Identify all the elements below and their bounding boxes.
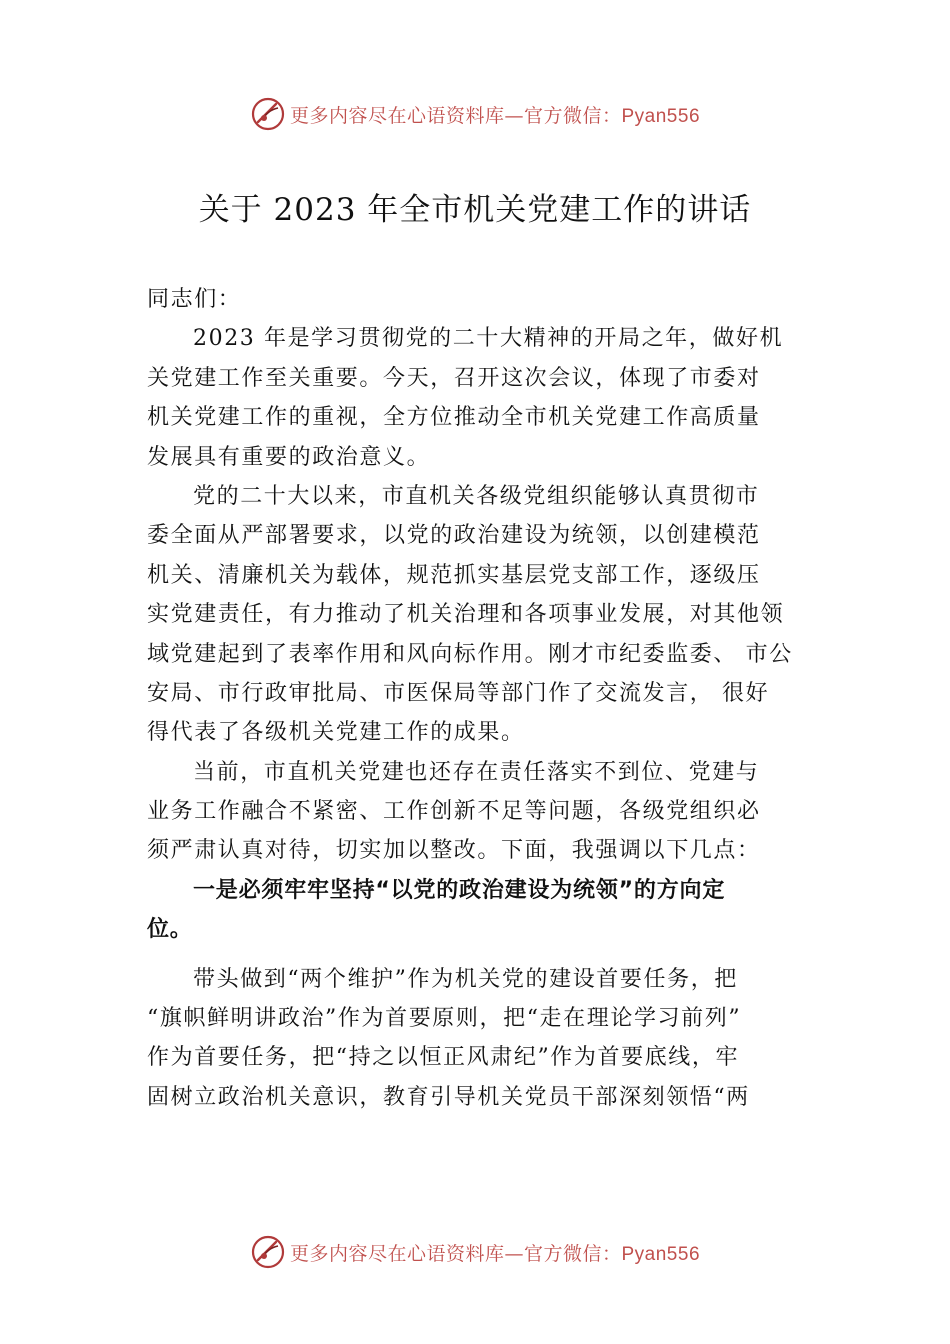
banner-label: 更多内容尽在心语资料库—官方微信： [289,1242,622,1265]
paragraph-line: 带头做到“两个维护”作为机关党的建设首要任务，把 [193,966,738,992]
header-banner [0,94,950,134]
paragraph-line: 委全面从严部署要求，以党的政治建设为统领，以创建模范 [147,523,761,549]
banner-text [290,101,700,128]
banner-label: 更多内容尽在心语资料库—官方微信： [289,104,622,127]
paragraph-line: 发展具有重要的政治意义。 [147,444,431,470]
paragraph-line: 机关党建工作的重视，全方位推动全市机关党建工作高质量 [147,405,761,431]
paragraph-line: 党的二十大以来，市直机关各级党组织能够认真贯彻市 [193,483,760,509]
paragraph-line: 域党建起到了表率作用和风向标作用。刚才市纪委监委、 市公 [147,641,793,667]
document-title: 关于 2023 年全市机关党建工作的讲话 [198,192,752,228]
banner-wechat-id: Pyan556 [621,1243,701,1265]
paragraph-line: 实党建责任，有力推动了机关治理和各项事业发展，对其他领 [147,602,785,628]
section-heading-line: 一是必须牢牢坚持“以党的政治建设为统领”的方向定 [193,877,726,903]
section-heading-line: 位。 [147,917,193,943]
paragraph-line: 2023 年是学习贯彻党的二十大精神的开局之年，做好机 [193,326,784,352]
paragraph-line: 作为首要任务，把“持之以恒正风肃纪”作为首要底线，牢 [147,1045,740,1071]
paragraph-line: 当前，市直机关党建也还存在责任落实不到位、党建与 [193,759,760,785]
paragraph-line: “旗帜鲜明讲政治”作为首要原则，把“走在理论学习前列” [147,1006,742,1032]
paragraph-line: 固树立政治机关意识，教育引导机关党员干部深刻领悟“两 [147,1084,750,1110]
paragraph-line: 安局、市行政审批局、市医保局等部门作了交流发言， 很好 [147,680,770,706]
brand-logo-icon [250,96,286,132]
paragraph-line: 机关、清廉机关为载体，规范抓实基层党支部工作，逐级压 [147,562,761,588]
brand-logo-icon [250,1234,286,1270]
paragraph-line: 业务工作融合不紧密、工作创新不足等问题，各级党组织必 [147,799,761,825]
paragraph-line: 关党建工作至关重要。今天，召开这次会议，体现了市委对 [147,365,761,391]
footer-banner [0,1232,950,1272]
paragraph-line: 得代表了各级机关党建工作的成果。 [147,720,525,746]
banner-wechat-id: Pyan556 [621,105,701,127]
banner-text [290,1239,700,1266]
document-body [147,280,819,1117]
paragraph-line: 须严肃认真对待，切实加以整改。下面，我强调以下几点： [147,838,761,864]
salutation: 同志们： [147,287,242,312]
